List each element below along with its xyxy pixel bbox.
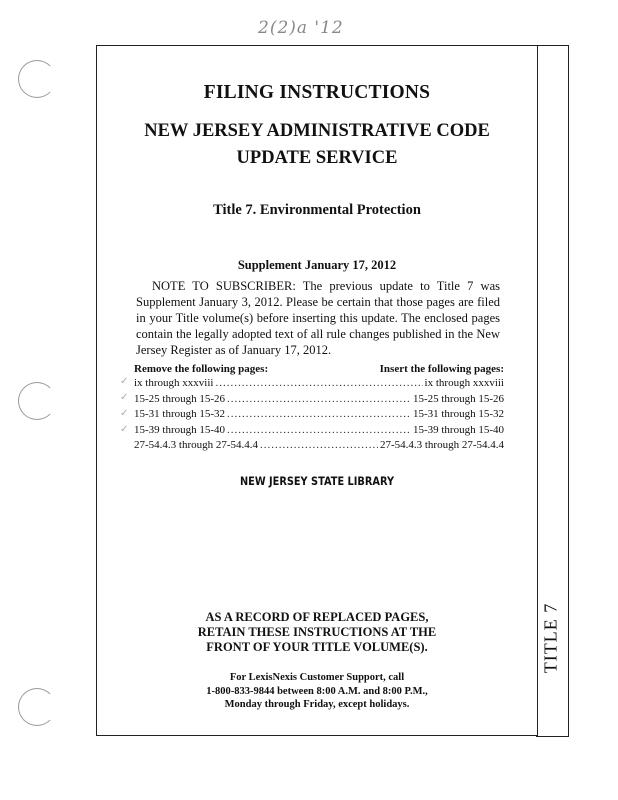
table-row	[134, 376, 504, 392]
leader-dots	[215, 376, 422, 392]
insert-range: ix through xxxviii	[424, 377, 504, 389]
insert-header: Insert the following pages:	[379, 363, 504, 375]
record-line-2: RETAIN THESE INSTRUCTIONS AT THE	[197, 625, 437, 639]
check-mark-icon: ✓	[120, 376, 129, 387]
record-line-1: AS A RECORD OF REPLACED PAGES,	[205, 610, 429, 624]
document-subtitle	[110, 118, 524, 172]
leader-dots	[260, 438, 378, 454]
insert-range: 15-39 through 15-40	[412, 423, 504, 436]
customer-support	[130, 671, 504, 712]
table-header	[134, 363, 504, 375]
support-line-2: 1-800-833-9844 between 8:00 A.M. and 8:00 P.M.,	[206, 685, 428, 697]
remove-range: ix through xxxviii	[134, 377, 214, 389]
record-line-3: FRONT OF YOUR TITLE VOLUME(S).	[206, 640, 428, 654]
table-row	[134, 407, 504, 423]
check-mark-icon: ✓	[120, 392, 129, 403]
remove-header: Remove the following pages:	[134, 363, 269, 375]
table-row	[134, 392, 504, 408]
binder-hole-middle	[18, 382, 56, 420]
remove-range: 15-25 through 15-26	[134, 392, 226, 405]
leader-dots	[227, 407, 411, 423]
table-row	[134, 423, 504, 439]
remove-range: 15-31 through 15-32	[134, 408, 226, 420]
record-instructions	[130, 610, 504, 655]
title-number: Title 7. Environmental Protection	[213, 202, 421, 218]
page-replacement-table	[134, 363, 504, 454]
support-line-3: Monday through Friday, except holidays.	[224, 699, 410, 710]
table-row	[134, 438, 504, 454]
remove-range: 27-54.4.3 through 27-54.4.4	[134, 439, 259, 451]
title-tab-label: TITLE 7	[540, 602, 561, 674]
insert-range: 15-25 through 15-26	[412, 392, 504, 405]
subtitle-line-1: NEW JERSEY ADMINISTRATIVE CODE	[144, 121, 490, 141]
note-lead: NOTE TO SUBSCRIBER:	[152, 279, 296, 293]
leader-dots	[227, 392, 411, 408]
check-mark-icon: ✓	[120, 408, 129, 419]
insert-range: 15-31 through 15-32	[412, 408, 504, 420]
subtitle-line-2: UPDATE SERVICE	[236, 148, 398, 168]
leader-dots	[227, 423, 411, 439]
library-stamp: NEW JERSEY STATE LIBRARY	[239, 474, 395, 488]
supplement-date: Supplement January 17, 2012	[237, 258, 397, 272]
insert-range: 27-54.4.3 through 27-54.4.4	[379, 439, 504, 451]
support-line-1: For LexisNexis Customer Support, call	[229, 672, 405, 683]
handwritten-note: 2(2)a '12	[258, 18, 344, 38]
note-body: The previous update to Title 7 was Supplement January 3, 2012. Please be certain that those pages are filed in your Title volume(s) before inserting this update. The enclosed pages contain the legally adopted text of all rule changes published in the New Jersey Register as of January 17, 2012.	[136, 279, 500, 357]
subscriber-note	[136, 278, 500, 358]
binder-hole-top	[18, 60, 56, 98]
binder-hole-bottom	[18, 688, 56, 726]
remove-range: 15-39 through 15-40	[134, 423, 226, 436]
document-title: FILING INSTRUCTIONS	[203, 82, 431, 103]
check-mark-icon: ✓	[120, 424, 129, 435]
